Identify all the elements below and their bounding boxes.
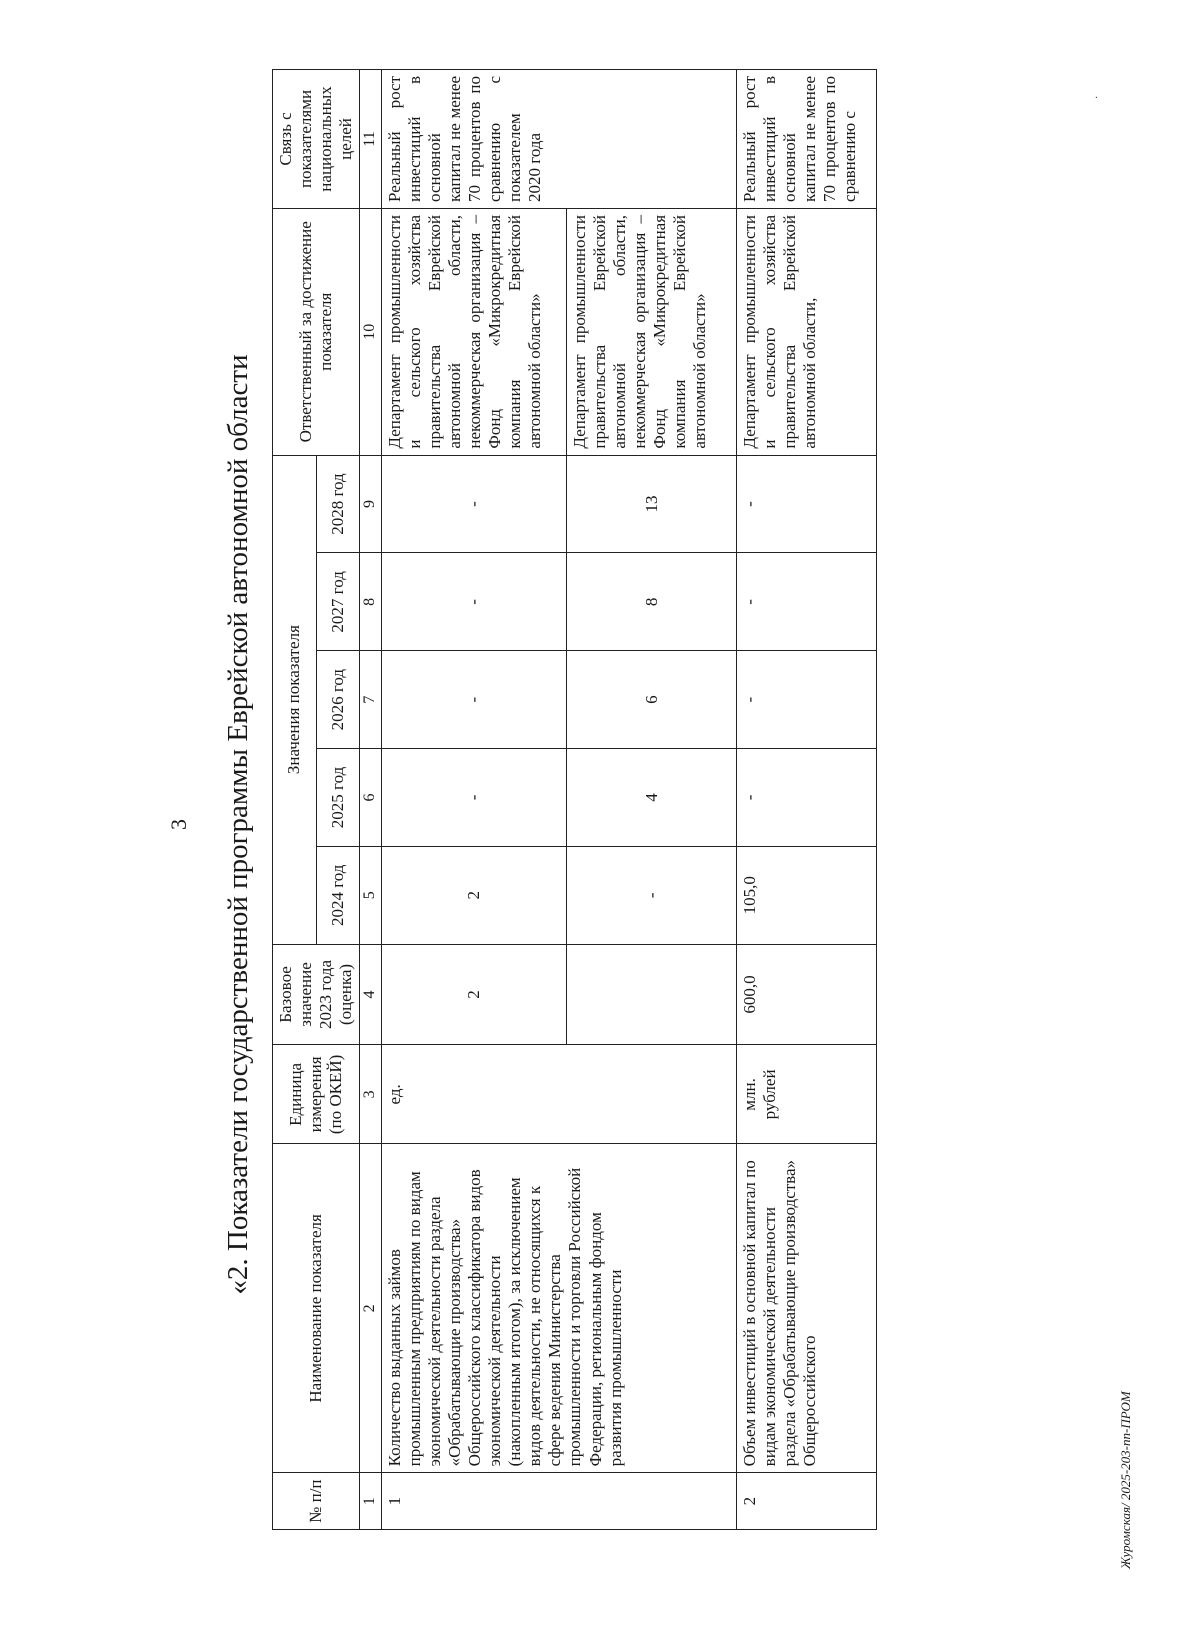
header-year-2026: 2026 год: [316, 651, 360, 749]
page-number: 3: [166, 819, 191, 830]
row-base: 600,0: [737, 944, 877, 1045]
row-name: Объем инвестиций в основной капитал по видам экономической деятельности раздела «Обрабатывающие производства» Общероссийского: [737, 1144, 877, 1473]
header-row-1: [273, 70, 317, 1530]
header-year-2024: 2024 год: [316, 846, 360, 944]
row-responsible: Департамент промышленности и сельского хозяйства правительства Еврейской автономной области,: [737, 208, 877, 455]
column-number: 5: [360, 846, 382, 944]
column-number: 11: [360, 70, 382, 209]
row-base: 2: [382, 944, 567, 1045]
table-row: [382, 70, 567, 1530]
value-2024: 105,0: [737, 846, 877, 944]
value-2024: -: [567, 846, 737, 944]
row-link: Реальный рост инвестиций в основной капитал не менее 70 процентов по сравнению с показателем 2020 года: [382, 70, 737, 209]
column-number: 8: [360, 553, 382, 651]
value-2024: 2: [382, 846, 567, 944]
row-base-empty: [567, 944, 737, 1045]
header-year-2028: 2028 год: [316, 455, 360, 553]
header-values-group: Значения показателя: [273, 455, 317, 944]
value-2028: 13: [567, 455, 737, 553]
value-2026: 6: [567, 651, 737, 749]
value-2026: -: [382, 651, 567, 749]
table-row: [737, 70, 877, 1530]
value-2026: -: [737, 651, 877, 749]
column-number: 6: [360, 749, 382, 847]
header-base: Базовое значение 2023 года (оценка): [273, 944, 360, 1045]
column-number: 2: [360, 1144, 382, 1473]
row-link: Реальный рост инвестиций в основной капитал не менее 70 процентов по сравнению с: [737, 70, 877, 209]
column-number: 1: [360, 1473, 382, 1530]
value-2025: -: [737, 749, 877, 847]
header-num: № п/п: [273, 1473, 360, 1530]
column-number-row: [360, 70, 382, 1530]
column-number: 7: [360, 651, 382, 749]
row-name: Количество выданных займов промышленным предприятиям по видам экономической деятельности раздела «Обрабатывающие производства» Общероссийского классификатора видов экономической деятельности (накопленным итогом), за исключением видов деятельности, не относящихся к сфере ведения Министерства промышленности и торговли Российской Федерации, региональным фондом развития промышленности: [382, 1144, 737, 1473]
header-unit: Единица измерения (по ОКЕЙ): [273, 1045, 360, 1144]
column-number: 4: [360, 944, 382, 1045]
header-responsible: Ответственный за достижение показателя: [273, 208, 360, 455]
page-title: «2. Показатели государственной программы Еврейской автономной области: [222, 354, 254, 1295]
value-2028: -: [737, 455, 877, 553]
row-num: 1: [382, 1473, 737, 1530]
value-2028: -: [382, 455, 567, 553]
row-unit: ед.: [382, 1045, 737, 1144]
value-2027: -: [382, 553, 567, 651]
value-2027: -: [737, 553, 877, 651]
column-number: 3: [360, 1045, 382, 1144]
column-number: 10: [360, 208, 382, 455]
row-unit: млн. рублей: [737, 1045, 877, 1144]
header-year-2027: 2027 год: [316, 553, 360, 651]
value-2025: 4: [567, 749, 737, 847]
row-responsible: Департамент промышленности правительства Еврейской автономной области, некоммерческая организация – Фонд «Микрокредитная компания Еврейской автономной области»: [567, 208, 737, 455]
scan-dot: ·: [1092, 95, 1103, 99]
header-link: Связь с показателями национальных целей: [273, 70, 360, 209]
indicators-table: [272, 69, 877, 1530]
row-num: 2: [737, 1473, 877, 1530]
header-name: Наименование показателя: [273, 1144, 360, 1473]
value-2027: 8: [567, 553, 737, 651]
value-2025: -: [382, 749, 567, 847]
header-year-2025: 2025 год: [316, 749, 360, 847]
column-number: 9: [360, 455, 382, 553]
footer-reference: Журомская/ 2025-203-пп-ПРОМ: [1118, 1391, 1133, 1569]
row-responsible: Департамент промышленности и сельского хозяйства правительства Еврейской автономной области, некоммерческая организация – Фонд «Микрокредитная компания Еврейской автономной области»: [382, 208, 567, 455]
